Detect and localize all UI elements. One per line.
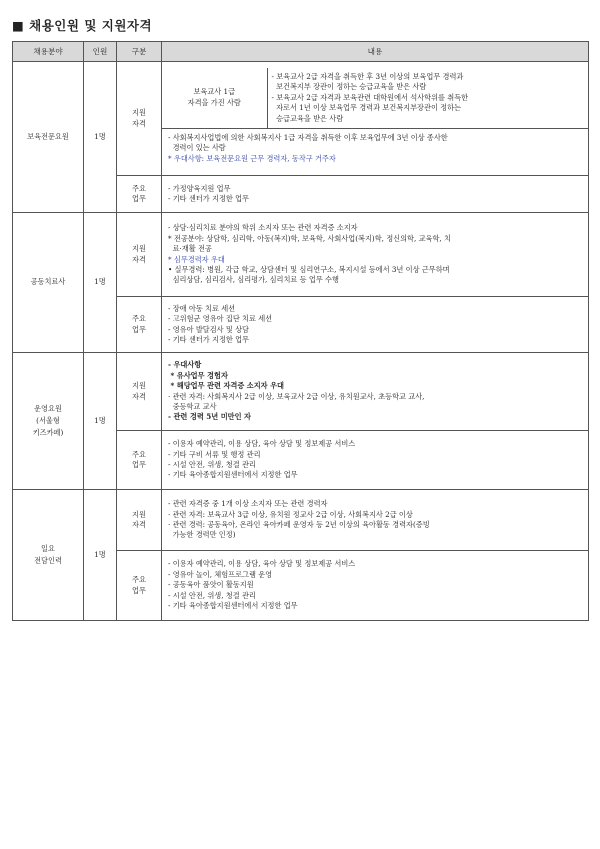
preference-note: * 심무경력자 우대 <box>168 254 225 264</box>
content-line: • 실무경력: 병원, 각급 학교, 상담센터 및 심리연구소, 복지시설 등에서 3년 이상 근무하며 <box>168 264 450 274</box>
section-title: ■ 채용인원 및 지원자격 <box>12 18 153 33</box>
preference-note: * 우대사항: 보육전문요원 근무 경력자, 동작구 거주자 <box>168 153 336 163</box>
duties-content <box>162 551 589 621</box>
content-line: - 우대사항 <box>168 360 202 370</box>
qualification-content <box>162 490 589 551</box>
subtable-left: 보육교사 1급 자격을 가진 사람 <box>162 68 267 129</box>
qualification-content <box>162 213 589 297</box>
qualification-content <box>162 62 589 176</box>
content-line: - 이용자 예약관리, 이용 상담, 육아 상담 및 정보제공 서비스 <box>168 559 356 569</box>
subtable-line: 보건복지부 장관이 정하는 승급교육을 받은 사람 <box>271 82 427 92</box>
content-line: 료·재활 전공 <box>168 244 212 254</box>
content-line: - 기타 육아종합지원센터에서 지정한 업무 <box>168 601 298 611</box>
content-line: 중등학교 교사 <box>168 401 217 411</box>
content-line: - 고위험군 영유아 집단 치료 세션 <box>168 314 273 324</box>
content-line: - 기타 육아종합지원센터에서 지정한 업무 <box>168 470 298 480</box>
recruitment-table <box>12 41 589 621</box>
content-line: · 관련 자격: 사회복지사 2급 이상, 보육교사 2급 이상, 유치원교사, 초등학교 교사, <box>168 391 425 401</box>
label-qualification: 지원 자격 <box>117 213 162 297</box>
content-line: - 시설 안전, 위생, 청결 관리 <box>168 590 256 600</box>
header-field: 채용분야 <box>13 42 84 62</box>
content-line: 가능한 경력만 인정) <box>168 530 236 540</box>
count-childcare-specialist: 1명 <box>84 62 117 213</box>
duties-content <box>162 176 589 213</box>
content-line: - 관련 경력 5년 미만인 자 <box>168 412 251 422</box>
field-childcare-specialist: 보육전문요원 <box>13 62 84 213</box>
field-sunday-staff: 일요 전담인력 <box>13 490 84 621</box>
qualification-content <box>162 353 589 431</box>
content-line: - 공동육아 품앗이 활동지원 <box>168 580 254 590</box>
count-co-therapist: 1명 <box>84 213 117 353</box>
content-line: - 기타 센터가 지정한 업무 <box>168 194 249 203</box>
content-line: * 유사업무 경험자 <box>168 370 228 380</box>
content-line: - 이용자 예약관리, 이용 상담, 육아 상담 및 정보제공 서비스 <box>168 439 356 449</box>
label-duties: 주요 업무 <box>117 551 162 621</box>
subtable-line: 승급교육을 받은 사람 <box>271 113 344 123</box>
duties-content <box>162 297 589 353</box>
content-line: - 영유아 발달검사 및 상담 <box>168 324 249 334</box>
content-line: · 관련 자격: 보육교사 3급 이상, 유치원 정교사 2급 이상, 사회복지사 2급 이상 <box>168 509 413 519</box>
content-line: - 기타 구비 서류 및 행정 관리 <box>168 449 261 459</box>
field-operations-staff: 운영요원 (서울형 키즈카페) <box>13 353 84 490</box>
duties-content <box>162 431 589 490</box>
content-line: - 가정양육지원 업무 <box>168 183 231 193</box>
count-operations-staff: 1명 <box>84 353 117 490</box>
label-duties: 주요 업무 <box>117 297 162 353</box>
content-line: 경력이 있는 사람 <box>168 143 226 153</box>
label-duties: 주요 업무 <box>117 431 162 490</box>
content-line: - 사회복지사업법에 의한 사회복지사 1급 자격을 취득한 이후 보육업무에 3년 이상 종사한 <box>168 132 448 142</box>
content-line: 심리상담, 심리검사, 심리평가, 심리치료 등 업무 수행 <box>168 275 339 285</box>
content-line: - 관련 자격증 중 1개 이상 소지자 또는 관련 경력자 <box>168 499 328 509</box>
content-line: · 관련 경력: 공동육아, 온라인 육아카페 운영자 등 2년 이상의 육아활동 경력자(증빙 <box>168 520 430 529</box>
content-line: * 전공분야: 상담학, 심리학, 아동(복지)학, 보육학, 사회사업(복지)학, 정신의학, 교육학, 치 <box>168 233 451 243</box>
qualification-extra <box>162 129 588 169</box>
qualification-subtable <box>162 68 588 129</box>
content-line: * 해당업무 관련 자격증 소지자 우대 <box>168 381 284 391</box>
label-qualification: 지원 자격 <box>117 353 162 431</box>
label-qualification: 지원 자격 <box>117 62 162 176</box>
count-sunday-staff: 1명 <box>84 490 117 621</box>
header-content: 내용 <box>162 42 589 62</box>
field-co-therapist: 공동치료사 <box>13 213 84 353</box>
subtable-line: 자로서 1년 이상 보육업무 경력과 보건복지부장관이 정하는 <box>271 103 461 113</box>
content-line: - 상담·심리치료 분야의 학위 소지자 또는 관련 자격증 소지자 <box>168 223 358 233</box>
subtable-right <box>267 68 588 129</box>
label-duties: 주요 업무 <box>117 176 162 213</box>
label-qualification: 지원 자격 <box>117 490 162 551</box>
header-count: 인원 <box>84 42 117 62</box>
subtable-line: - 보육교사 2급 자격과 보육관련 대학원에서 석사학위를 취득한 <box>271 92 469 102</box>
subtable-line: - 보육교사 2급 자격을 취득한 후 3년 이상의 보육업무 경력과 <box>271 71 464 81</box>
header-type: 구분 <box>117 42 162 62</box>
content-line: - 기타 센터가 지정한 업무 <box>168 334 249 344</box>
content-line: - 시설 안전, 위생, 청결 관리 <box>168 460 256 469</box>
content-line: - 장애 아동 치료 세션 <box>168 303 236 313</box>
content-line: - 영유아 놀이, 체험프로그램 운영 <box>168 569 273 579</box>
